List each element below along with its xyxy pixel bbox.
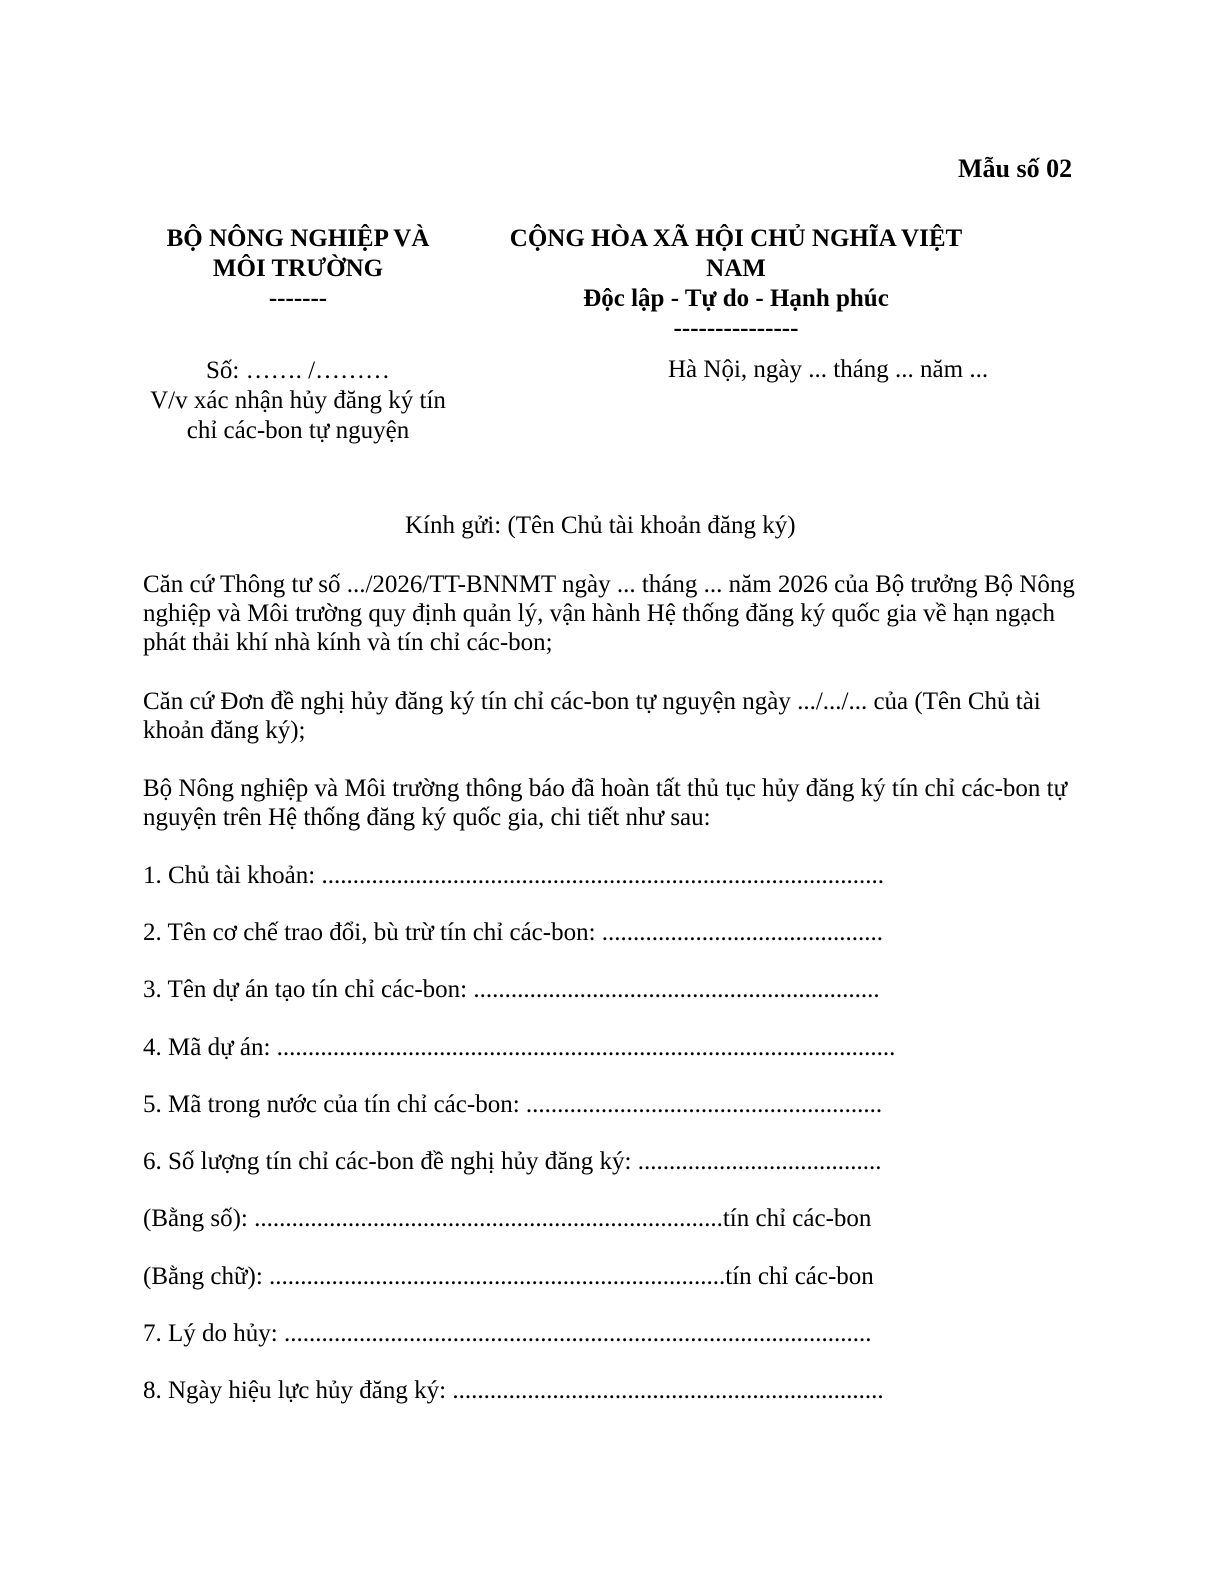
list-item-cancellation-reason: 7. Lý do hủy: ..............................................................................................: [143, 1320, 872, 1347]
ministry-name-line1: BỘ NÔNG NGHIỆP VÀ: [166, 225, 430, 252]
place-date-line: Hà Nội, ngày ... tháng ... năm ...: [668, 356, 989, 383]
list-item-effective-date: 8. Ngày hiệu lực hủy đăng ký: .....................................................................: [143, 1377, 884, 1404]
subject-line-1: V/v xác nhận hủy đăng ký tín: [150, 387, 446, 414]
national-header: [486, 224, 986, 344]
list-item-project-code: 4. Mã dự án: ...................................................................................................: [143, 1034, 896, 1061]
subject-line-2: chỉ các-bon tự nguyện: [186, 417, 410, 444]
ministry-name-line2: MÔI TRƯỜNG: [212, 255, 384, 282]
list-item-mechanism-name: 2. Tên cơ chế trao đổi, bù trừ tín chỉ các-bon: .............................................: [143, 919, 884, 946]
list-item-project-name: 3. Tên dự án tạo tín chỉ các-bon: .................................................................: [143, 976, 880, 1003]
ministry-separator: -------: [268, 285, 328, 312]
document-number: Số: ……. /………: [205, 357, 391, 384]
motto-separator: ---------------: [673, 315, 799, 342]
list-item-quantity: 6. Số lượng tín chỉ các-bon đề nghị hủy đăng ký: .......................................: [143, 1148, 882, 1175]
list-item-quantity-in-figures: (Bằng số): ...........................................................................tín chỉ các-bon: [143, 1205, 872, 1232]
document-number-block: [140, 356, 456, 446]
national-motto: Độc lập - Tự do - Hạnh phúc: [583, 285, 889, 312]
country-name-line1: CỘNG HÒA XÃ HỘI CHỦ NGHĨA VIỆT: [509, 225, 963, 252]
country-name-line2: NAM: [706, 255, 766, 282]
ministry-header: [140, 224, 456, 314]
recipient-line: Kính gửi: (Tên Chủ tài khoản đăng ký): [405, 512, 796, 539]
list-item-account-holder: 1. Chủ tài khoản: ..........................................................................................: [143, 862, 884, 889]
notice-paragraph: Bộ Nông nghiệp và Môi trường thông báo đã hoàn tất thủ tục hủy đăng ký tín chỉ các-bon tự nguyện trên Hệ thống đăng ký quốc gia, chi tiết như sau:: [143, 775, 1068, 831]
form-code: Mẫu số 02: [958, 154, 1073, 183]
list-item-quantity-in-words: (Bằng chữ): .........................................................................tín chỉ các-bon: [143, 1263, 874, 1290]
legal-basis-paragraph-1: Căn cứ Thông tư số .../2026/TT-BNNMT ngày ... tháng ... năm 2026 của Bộ trưởng Bộ Nông nghiệp và Môi trường quy định quản lý, vận hành Hệ thống đăng ký quốc gia về hạn ngạch phát thải khí nhà kính và tín chỉ các-bon;: [143, 571, 1075, 656]
list-item-domestic-code: 5. Mã trong nước của tín chỉ các-bon: .........................................................: [143, 1091, 883, 1118]
legal-basis-paragraph-2: Căn cứ Đơn đề nghị hủy đăng ký tín chỉ các-bon tự nguyện ngày .../.../... của (Tên Chủ tài khoản đăng ký);: [143, 688, 1041, 744]
